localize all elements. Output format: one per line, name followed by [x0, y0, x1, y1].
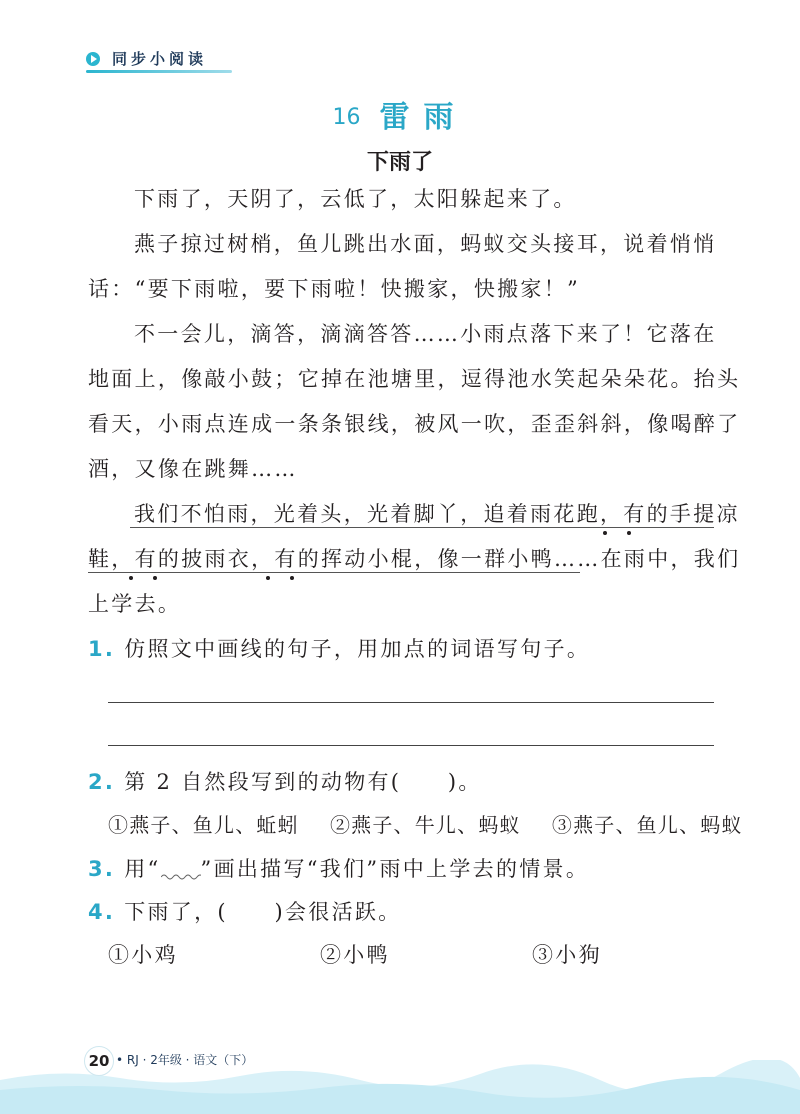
question-4: [88, 897, 401, 927]
passage-line: 地面上，像敲小鼓；它掉在池塘里，逗得池水笑起朵朵花。抬头: [88, 367, 741, 391]
answer-line[interactable]: [108, 702, 714, 703]
passage-line: 话：“要下雨啦，要下雨啦！快搬家，快搬家！”: [88, 277, 581, 301]
passage-line: 燕子掠过树梢，鱼儿跳出水面，蚂蚁交头接耳，说着悄悄: [134, 232, 717, 256]
question-1: [88, 634, 590, 664]
question-text-after: ”画出描写“我们”雨中上学去的情景。: [200, 857, 590, 881]
emphasis-dot: [290, 576, 294, 580]
question-number: 1.: [88, 637, 116, 661]
footer-wave: [0, 1060, 800, 1114]
option-item[interactable]: ③燕子、鱼儿、蚂蚁: [551, 813, 743, 837]
question-text-before: 用“: [124, 857, 161, 881]
question-number: 4.: [88, 900, 116, 924]
question-2: [88, 767, 482, 797]
question-3: [88, 854, 589, 884]
wavy-line-icon: [161, 870, 201, 880]
question-text: 下雨了，( )会很活跃。: [124, 900, 402, 924]
emphasis-dot: [627, 531, 631, 535]
passage-line: 看天，小雨点连成一条条银线，被风一吹，歪歪斜斜，像喝醉了: [88, 412, 741, 436]
passage-line: 下雨了，天阴了，云低了，太阳躲起来了。: [134, 187, 577, 211]
play-icon: [86, 52, 100, 66]
sentence-underline: [130, 527, 714, 528]
section-label: 同步小阅读: [112, 50, 208, 68]
options-row: [108, 810, 743, 840]
emphasis-dot: [603, 531, 607, 535]
passage-title: 下雨了: [366, 150, 433, 175]
passage-line: 酒，又像在跳舞……: [88, 457, 298, 481]
emphasis-dot: [129, 576, 133, 580]
answer-line[interactable]: [108, 745, 714, 746]
option-item[interactable]: ①燕子、鱼儿、蚯蚓: [108, 813, 299, 837]
question-text: 仿照文中画线的句子，用加点的词语写句子。: [124, 637, 591, 661]
footer-text: • RJ · 2年级 · 语文（下）: [116, 1053, 254, 1067]
passage-line: 不一会儿，滴答，滴滴答答……小雨点落下来了！它落在: [134, 322, 717, 346]
emphasis-dot: [266, 576, 270, 580]
option-item[interactable]: ①小鸡: [108, 943, 178, 967]
lesson-name: 雷雨: [379, 100, 468, 135]
lesson-title: [0, 92, 800, 136]
emphasis-dot: [153, 576, 157, 580]
passage-line: 上学去。: [88, 592, 182, 616]
question-text: 第 2 自然段写到的动物有( )。: [124, 770, 482, 794]
header-underline: [86, 70, 232, 73]
question-number: 3.: [88, 857, 116, 881]
passage-line: 我们不怕雨，光着头，光着脚丫，追着雨花跑，有的手提凉: [134, 502, 740, 526]
option-item[interactable]: ③小狗: [532, 943, 602, 967]
sentence-underline: [88, 572, 580, 573]
option-item[interactable]: ②小鸭: [320, 943, 390, 967]
question-number: 2.: [88, 770, 116, 794]
lesson-number: 16: [332, 105, 361, 130]
option-item[interactable]: ②燕子、牛儿、蚂蚁: [329, 813, 521, 837]
passage-line: 鞋，有的披雨衣，有的挥动小棍，像一群小鸭……在雨中，我们: [88, 547, 741, 571]
page-number: 20: [84, 1046, 114, 1076]
